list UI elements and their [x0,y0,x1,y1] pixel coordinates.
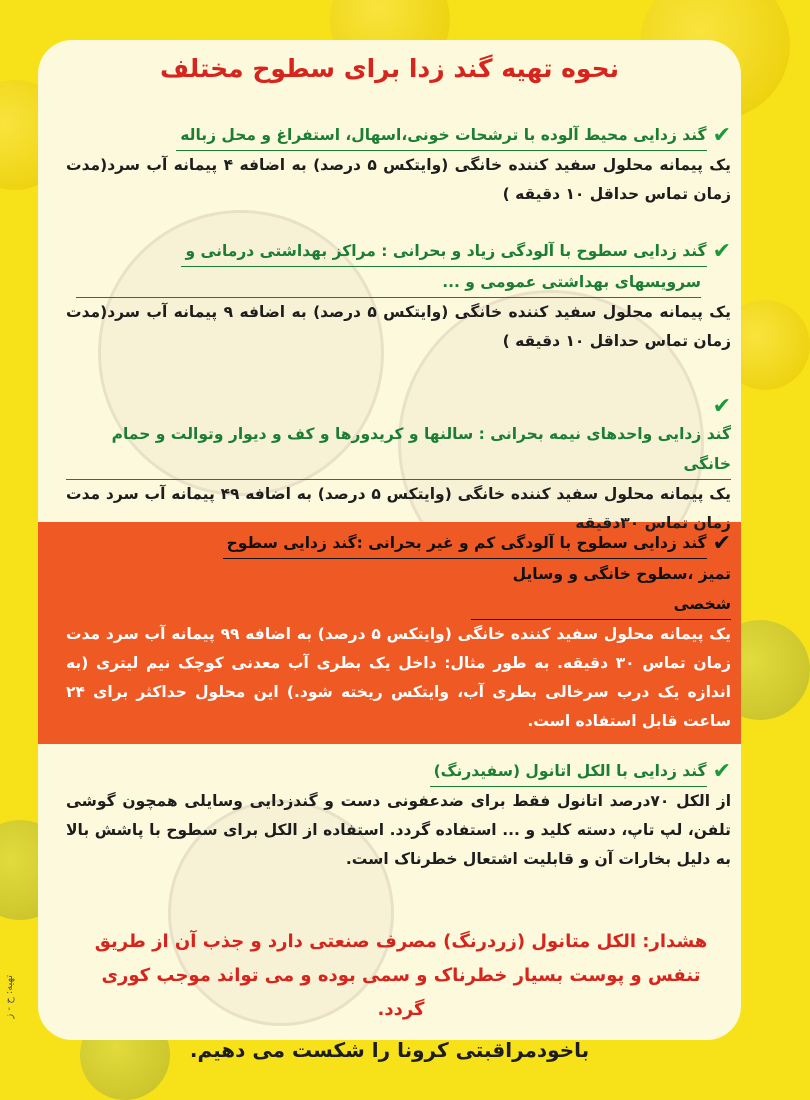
check-icon: ✔ [712,394,731,419]
section-body: یک پیمانه محلول سفید کننده خانگی (وایتکس ۵ درصد) به اضافه ۹ پیمانه آب سرد(مدت زمان تماس حداقل ۱۰ دقیقه ) [66,303,731,350]
section-heading: گند زدایی سطوح با آلودگی زیاد و بحرانی : مراکز بهداشتی درمانی و [181,236,706,267]
section-5 [66,756,731,874]
check-icon: ✔ [712,531,731,556]
section-heading: گند زدایی محیط آلوده با ترشحات خونی،اسهال، استفراغ و محل زباله [176,120,706,151]
section-body: یک پیمانه محلول سفید کننده خانگی (وایتکس ۵ درصد) به اضافه ۹۹ پیمانه آب سرد مدت زمان تماس ۳۰ دقیقه. به طور مثال: داخل یک بطری آب معدنی کوچک نیم لیتری (به اندازه یک درب سرخالی بطری آب، وایتکس ریخته شود.) این محلول حداکثر برای ۲۴ ساعت قابل استفاده است. [66,625,731,730]
page-title: نحوه تهیه گند زدا برای سطوح مختلف [159,54,620,83]
section-heading-continued: تمیز ،سطوح خانگی و وسایل شخصی [471,559,731,620]
check-icon: ✔ [712,123,731,148]
check-icon: ✔ [712,239,731,264]
section-heading: گند زدایی واحدهای نیمه بحرانی : سالنها و کریدورها و کف و دیوار وتوالت و حمام خانگی [66,419,731,480]
credit-text: تهیه: ح - ز [4,975,15,1019]
section-body: یک پیمانه محلول سفید کننده خانگی (وایتکس ۵ درصد) به اضافه ۴ پیمانه آب سرد(مدت زمان تماس حداقل ۱۰ دقیقه ) [66,156,731,203]
section-heading: گند زدایی سطوح با آلودگی کم و غیر بحرانی :گند زدایی سطوح [223,528,707,559]
info-card [38,40,741,1062]
section-4 [66,528,731,736]
section-heading: گند زدایی با الکل اتانول (سفیدرنگ) [430,756,707,787]
check-icon: ✔ [712,759,731,784]
footer-slogan: باخودمراقبتی کرونا را شکست می دهیم. [189,1038,590,1062]
section-3 [66,394,731,538]
warning-text: هشدار: الکل متانول (زردرنگ) مصرف صنعتی دارد و جذب آن از طریق تنفس و پوست بسیار خطرناک و سمی بوده و می تواند موجب کوری گردد. [94,931,708,1020]
section-body: از الکل ۷۰درصد اتانول فقط برای ضدعفونی دست و گندزدایی وسایلی همچون گوشی تلفن، لپ تاپ، دسته کلید و ... استفاده گردد. استفاده از الکل برای سطوح با پاشش بالا به دلیل بخارات آن و قابلیت اشتعال خطرناک است. [66,792,732,868]
section-heading-continued: سرویسهای بهداشتی عمومی و ... [76,267,701,298]
section-body: یک پیمانه محلول سفید کننده خانگی (وایتکس ۵ درصد) به اضافه ۴۹ پیمانه آب سرد مدت زمان تماس ۳۰دقیقه [66,485,731,532]
section-2 [66,236,731,356]
section-1 [66,120,731,209]
